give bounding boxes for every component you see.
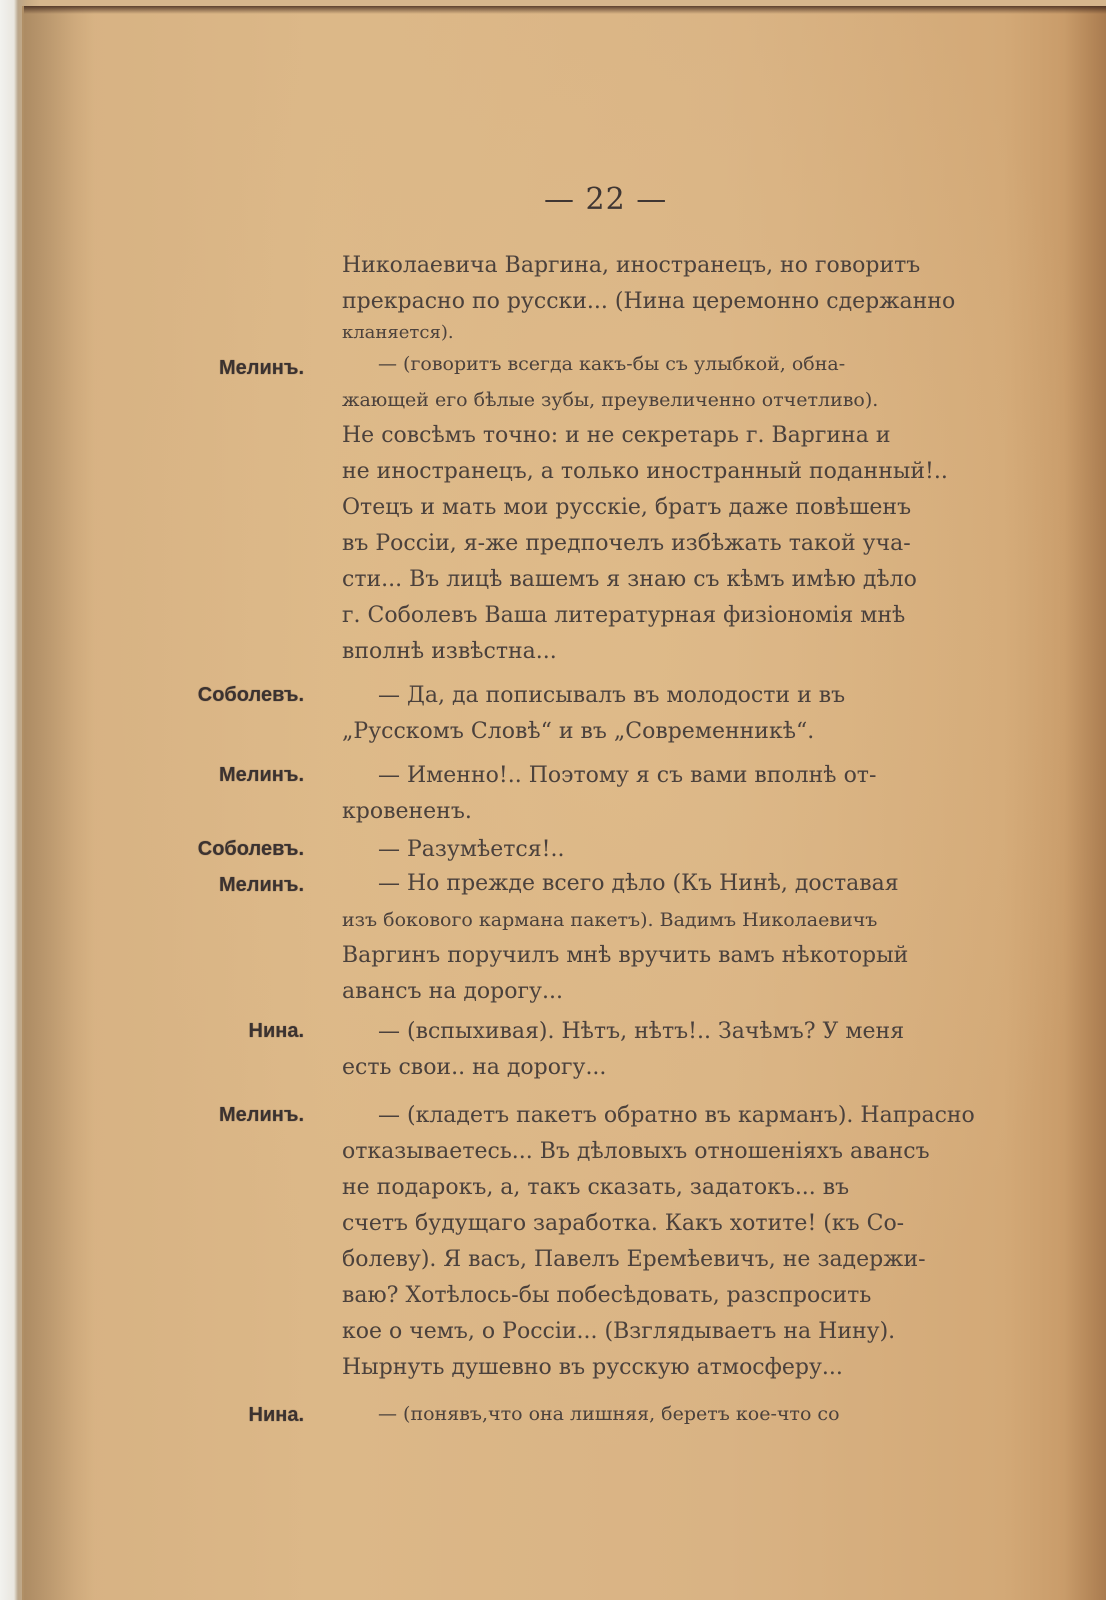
text-line: — (вспыхивая). Нѣтъ, нѣтъ!.. Зачѣмъ? У меня <box>378 1019 905 1044</box>
text-line: — Именно!.. Поэтому я съ вами вполнѣ от- <box>378 763 877 788</box>
dialogue-text-7 <box>342 1098 1042 1386</box>
text-line: авансъ на дорогу... <box>342 979 563 1004</box>
text-line: жающей его бѣлые зубы, преувеличенно отчетливо). <box>342 389 879 411</box>
dialogue-text-3 <box>342 758 1042 830</box>
dialogue-text-0 <box>342 248 1042 346</box>
speaker-name: Соболевъ. <box>197 684 304 706</box>
text-line: — (понявъ,что она лишняя, беретъ кое-что со <box>378 1403 840 1425</box>
dialogue-text-5 <box>342 866 1042 1010</box>
text-line: — Но прежде всего дѣло (Къ Нинѣ, доставая <box>378 871 899 896</box>
page-content <box>24 6 1106 1600</box>
text-line: сти... Въ лицѣ вашемъ я знаю съ кѣмъ имѣю дѣло <box>342 567 917 592</box>
speaker-name: Мелинъ. <box>219 1104 304 1126</box>
text-line: Отецъ и мать мои русскіе, братъ даже повѣшенъ <box>342 495 912 520</box>
text-line: Варгинъ поручилъ мнѣ вручить вамъ нѣкоторый <box>342 943 909 968</box>
text-line: — (кладетъ пакетъ обратно въ карманъ). Напрасно <box>378 1103 975 1128</box>
dialogue-text-6 <box>342 1014 1042 1086</box>
dialogue-text-1 <box>342 346 1042 670</box>
speaker-name: Нина. <box>248 1020 304 1042</box>
text-line: г. Соболевъ Ваша литературная физіономія мнѣ <box>342 603 906 628</box>
speaker-name: Соболевъ. <box>197 838 304 860</box>
speaker-name: Мелинъ. <box>219 874 304 896</box>
speaker-name: Нина. <box>248 1404 304 1426</box>
text-line: изъ бокового кармана пакетъ). Вадимъ Николаевичъ <box>342 909 878 931</box>
text-line: кровененъ. <box>342 799 472 824</box>
speaker-name: Мелинъ. <box>219 357 304 379</box>
text-line: въ Россіи, я-же предпочелъ избѣжать такой уча- <box>342 531 911 556</box>
book-page <box>22 6 1106 1600</box>
text-line: вполнѣ извѣстна... <box>342 639 557 664</box>
text-line: — (говоритъ всегда какъ-бы съ улыбкой, обна- <box>378 353 846 375</box>
text-line: Нырнуть душевно въ русскую атмосферу... <box>342 1355 843 1380</box>
page-number: — 22 — <box>544 182 668 217</box>
text-line: ваю? Хотѣлось-бы побесѣдовать, разспросить <box>342 1283 872 1308</box>
text-line: не подарокъ, а, такъ сказать, задатокъ... въ <box>342 1175 850 1200</box>
text-line: прекрасно по русски... (Нина церемонно сдержанно <box>342 289 956 314</box>
text-line: „Русскомъ Словѣ“ и въ „Современникѣ“. <box>342 719 815 744</box>
text-line: Не совсѣмъ точно: и не секретарь г. Варгина и <box>342 423 891 448</box>
text-line: кланяется). <box>342 322 454 343</box>
text-line: есть свои.. на дорогу... <box>342 1055 607 1080</box>
text-line: кое о чемъ, о Россіи... (Взглядываетъ на Нину). <box>342 1319 896 1344</box>
text-line: — Разумѣется!.. <box>378 837 565 862</box>
text-line: не иностранецъ, а только иностранный поданный!.. <box>342 459 948 484</box>
dialogue-text-2 <box>342 678 1042 750</box>
text-line: счетъ будущаго заработка. Какъ хотите! (къ Со- <box>342 1211 905 1236</box>
dialogue-text-4 <box>342 832 1042 868</box>
speaker-name: Мелинъ. <box>219 764 304 786</box>
text-line: отказываетесь... Въ дѣловыхъ отношеніяхъ авансъ <box>342 1139 930 1164</box>
text-line: — Да, да пописывалъ въ молодости и въ <box>378 683 846 708</box>
text-line: Николаевича Варгина, иностранецъ, но говоритъ <box>342 253 921 278</box>
text-line: болеву). Я васъ, Павелъ Еремѣевичъ, не задержи- <box>342 1247 926 1272</box>
dialogue-text-8 <box>342 1396 1042 1432</box>
